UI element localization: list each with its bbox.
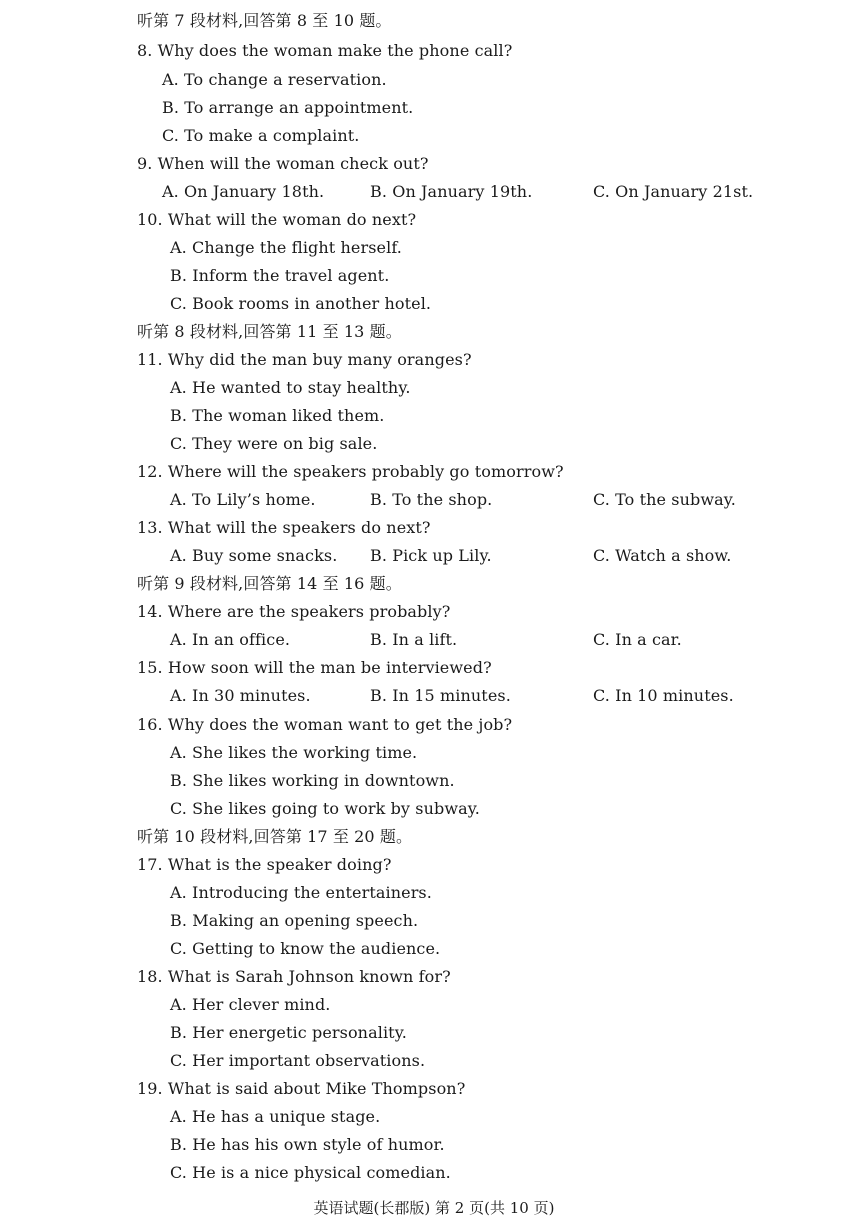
answer-option: C. Book rooms in another hotel. [170,294,432,313]
answer-option: A. Introducing the entertainers. [170,883,432,902]
answer-option: C. To the subway. [593,490,736,509]
answer-option: C. Watch a show. [593,546,732,565]
question-stem: 8. Why does the woman make the phone call? [137,41,513,60]
answer-option: C. Her important observations. [170,1051,426,1070]
answer-option: B. Pick up Lily. [370,546,492,565]
section-header: 听第 9 段材料,回答第 14 至 16 题。 [137,574,402,593]
question-stem: 9. When will the woman check out? [137,154,429,173]
question-stem: 12. Where will the speakers probably go tomorrow? [137,462,564,481]
answer-option: C. She likes going to work by subway. [170,799,480,818]
answer-option: B. On January 19th. [370,182,533,201]
answer-option: A. In 30 minutes. [170,686,311,705]
question-stem: 14. Where are the speakers probably? [137,602,451,621]
question-stem: 10. What will the woman do next? [137,210,417,229]
answer-option: A. He has a unique stage. [170,1107,381,1126]
answer-option: B. He has his own style of humor. [170,1135,445,1154]
answer-option: A. On January 18th. [162,182,325,201]
question-stem: 18. What is Sarah Johnson known for? [137,967,451,986]
answer-option: A. To change a reservation. [162,70,387,89]
answer-option: A. Her clever mind. [170,995,331,1014]
answer-option: B. In a lift. [370,630,458,649]
question-stem: 17. What is the speaker doing? [137,855,392,874]
answer-option: B. To the shop. [370,490,493,509]
answer-option: B. She likes working in downtown. [170,771,455,790]
answer-option: B. To arrange an appointment. [162,98,414,117]
answer-option: C. They were on big sale. [170,434,378,453]
section-header: 听第 7 段材料,回答第 8 至 10 题。 [137,11,392,30]
page-footer: 英语试题(长郡版) 第 2 页(共 10 页) [313,1199,555,1217]
answer-option: C. On January 21st. [593,182,754,201]
answer-option: C. In 10 minutes. [593,686,734,705]
answer-option: A. Buy some snacks. [170,546,338,565]
section-header: 听第 8 段材料,回答第 11 至 13 题。 [137,322,402,341]
answer-option: C. He is a nice physical comedian. [170,1163,451,1182]
answer-option: B. Making an opening speech. [170,911,419,930]
question-stem: 11. Why did the man buy many oranges? [137,350,472,369]
section-header: 听第 10 段材料,回答第 17 至 20 题。 [137,827,413,846]
answer-option: B. In 15 minutes. [370,686,511,705]
answer-option: C. To make a complaint. [162,126,360,145]
answer-option: C. In a car. [593,630,682,649]
answer-option: C. Getting to know the audience. [170,939,441,958]
answer-option: B. Inform the travel agent. [170,266,390,285]
answer-option: A. She likes the working time. [170,743,418,762]
answer-option: B. Her energetic personality. [170,1023,407,1042]
question-stem: 13. What will the speakers do next? [137,518,431,537]
answer-option: B. The woman liked them. [170,406,385,425]
question-stem: 15. How soon will the man be interviewed? [137,658,492,677]
question-stem: 19. What is said about Mike Thompson? [137,1079,466,1098]
answer-option: A. In an office. [170,630,291,649]
answer-option: A. To Lily’s home. [170,490,316,509]
answer-option: A. He wanted to stay healthy. [170,378,411,397]
answer-option: A. Change the flight herself. [170,238,402,257]
question-stem: 16. Why does the woman want to get the job? [137,715,513,734]
